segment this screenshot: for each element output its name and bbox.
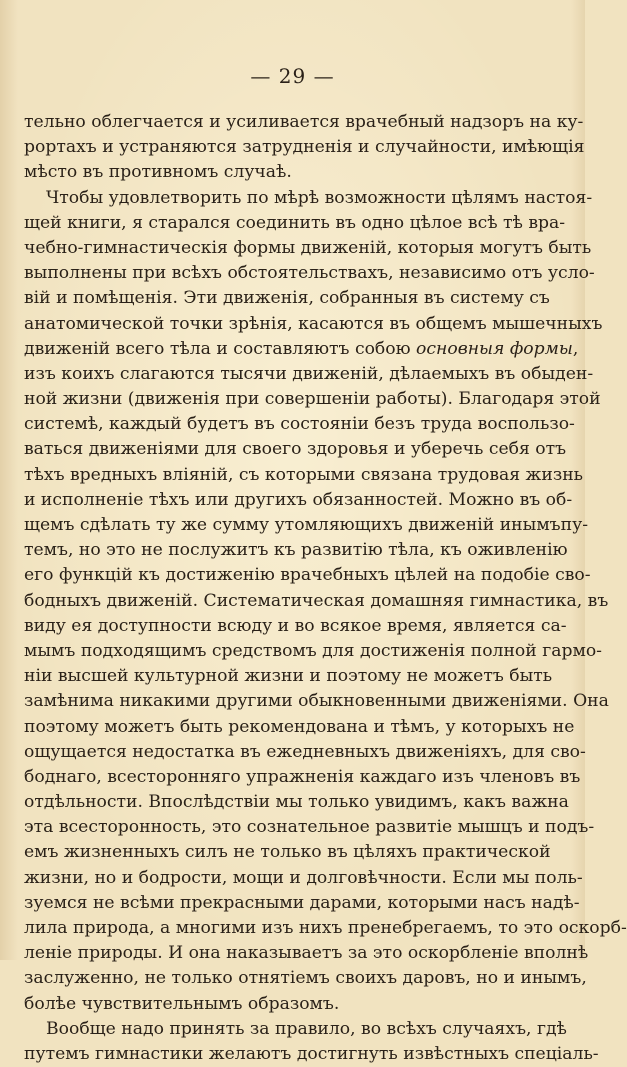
emphasized-term: основныя формы [416,338,573,359]
text-line-content: бодныхъ движеній. Систематическая домашняя гимнастика, въ [24,590,609,611]
text-line-content: емъ жизненныхъ силъ не только въ цѣляхъ практической [24,842,551,863]
text-line [24,362,594,387]
text-line [24,589,609,614]
text-line-tail: , [572,338,579,359]
text-line-content: ной жизни (движенія при совершеніи работы). Благодаря этой [24,389,601,410]
text-line [24,992,519,1017]
text-line-content: заслуженно, не только отнятіемъ своихъ даровъ, но и инымъ, [24,968,587,989]
text-line-content: ніи высшей культурной жизни и поэтому не можетъ быть [24,666,553,687]
text-line-content: мѣсто въ противномъ случаѣ. [24,162,292,183]
text-line [24,387,601,412]
page-number: — 29 — [250,64,335,88]
text-line [24,664,553,689]
text-line-content: мымъ подходящимъ средствомъ для достиженія полной гармо- [24,640,602,661]
text-line-content: ощущается недостатка въ ежедневныхъ движеніяхъ, для сво- [24,741,586,762]
text-line [24,211,566,236]
text-line-content: темъ, но это не послужитъ къ развитію тѣла, къ оживленію [24,540,568,561]
text-line [24,286,550,311]
text-line [24,916,627,941]
text-line-content: системѣ, каждый будетъ въ состояніи безъ труда воспользо- [24,414,575,435]
text-line-content: его функцій къ достиженію врачебныхъ цѣлей на подобіе сво- [24,565,591,586]
text-line-content: отдѣльности. Впослѣдствіи мы только увидимъ, какъ важна [24,792,569,813]
text-line [24,261,595,286]
text-line-content: щей книги, я старался соединить въ одно цѣлое всѣ тѣ вра- [24,212,566,233]
text-line [24,563,591,588]
text-line-content: жизни, но и бодрости, мощи и долговѣчности. Если мы поль- [24,867,583,888]
text-line-content: и исполненіе тѣхъ или другихъ обязанностей. Можно въ об- [24,489,573,510]
text-line [24,160,519,185]
text-line [24,412,575,437]
text-line [24,337,579,362]
text-line [24,1042,599,1067]
text-line [24,866,583,891]
text-line [24,488,573,513]
text-line-content: поэтому можетъ быть рекомендована и тѣмъ, у которыхъ не [24,716,575,737]
text-line [24,186,593,211]
text-line-content: изъ коихъ слагаются тысячи движеній, дѣлаемыхъ въ обыден- [24,363,594,384]
text-line [24,689,609,714]
text-line [24,110,584,135]
text-line [24,715,575,740]
text-line [24,135,585,160]
text-line [24,513,588,538]
text-line-content: рортахъ и устраняются затрудненія и случайности, имѣющія [24,137,585,158]
text-line-content: зуемся не всѣми прекрасными дарами, которыми насъ надѣ- [24,892,580,913]
text-line [24,840,551,865]
text-line-content: ваться движеніями для своего здоровья и уберечь себя отъ [24,439,567,460]
text-line [24,765,581,790]
text-line-content: щемъ сдѣлать ту же сумму утомляющихъ движеній инымъпу- [24,515,588,535]
text-line-content: леніе природы. И она наказываетъ за это оскорбленіе вполнѣ [24,943,589,964]
text-line [24,614,567,639]
text-line-content: Чтобы удовлетворить по мѣрѣ возможности цѣлямъ настоя- [46,187,593,208]
text-line-content: вій и помѣщенія. Эти движенія, собранныя въ систему съ [24,288,550,309]
text-line-content: виду ея доступности всюду и во всякое время, является са- [24,615,567,636]
text-line-content: анатомической точки зрѣнія, касаются въ общемъ мышечныхъ [24,313,603,334]
text-line-content: болѣе чувствительнымъ образомъ. [24,993,340,1014]
text-line-content: лила природа, а многими изъ нихъ пренебрегаемъ, то это оскорб- [24,918,627,938]
text-line-content: замѣнима никакими другими обыкновенными движеніями. Она [24,691,609,712]
text-line-content: движеній всего тѣла и составляютъ собою [24,338,417,359]
text-line [24,538,568,563]
text-line [24,463,584,488]
text-line-content: тельно облегчается и усиливается врачебный надзоръ на ку- [24,112,584,132]
text-line-content: эта всесторонность, это сознательное развитіе мышцъ и подъ- [24,817,595,838]
text-line-content: выполнены при всѣхъ обстоятельствахъ, независимо отъ усло- [24,263,595,284]
text-line-content: Вообще надо принять за правило, во всѣхъ случаяхъ, гдѣ [46,1018,567,1039]
text-line [24,1017,567,1042]
text-line [24,790,569,815]
body-text [24,110,627,1067]
text-line [24,437,567,462]
text-line-content: чебно-гимнастическія формы движеній, которыя могутъ быть [24,237,592,258]
text-line [24,312,603,337]
text-line-content: тѣхъ вредныхъ вліяній, съ которыми связана трудовая жизнь [24,464,584,485]
text-line-content: путемъ гимнастики желаютъ достигнуть извѣстныхъ спеціаль- [24,1043,599,1064]
text-line [24,639,602,664]
text-line [24,236,592,261]
text-line [24,815,595,840]
text-line [24,941,589,966]
text-line [24,740,586,765]
text-line-content: боднаго, всесторонняго упражненія каждаго изъ членовъ въ [24,766,581,787]
text-line [24,966,587,991]
text-line [24,891,580,916]
